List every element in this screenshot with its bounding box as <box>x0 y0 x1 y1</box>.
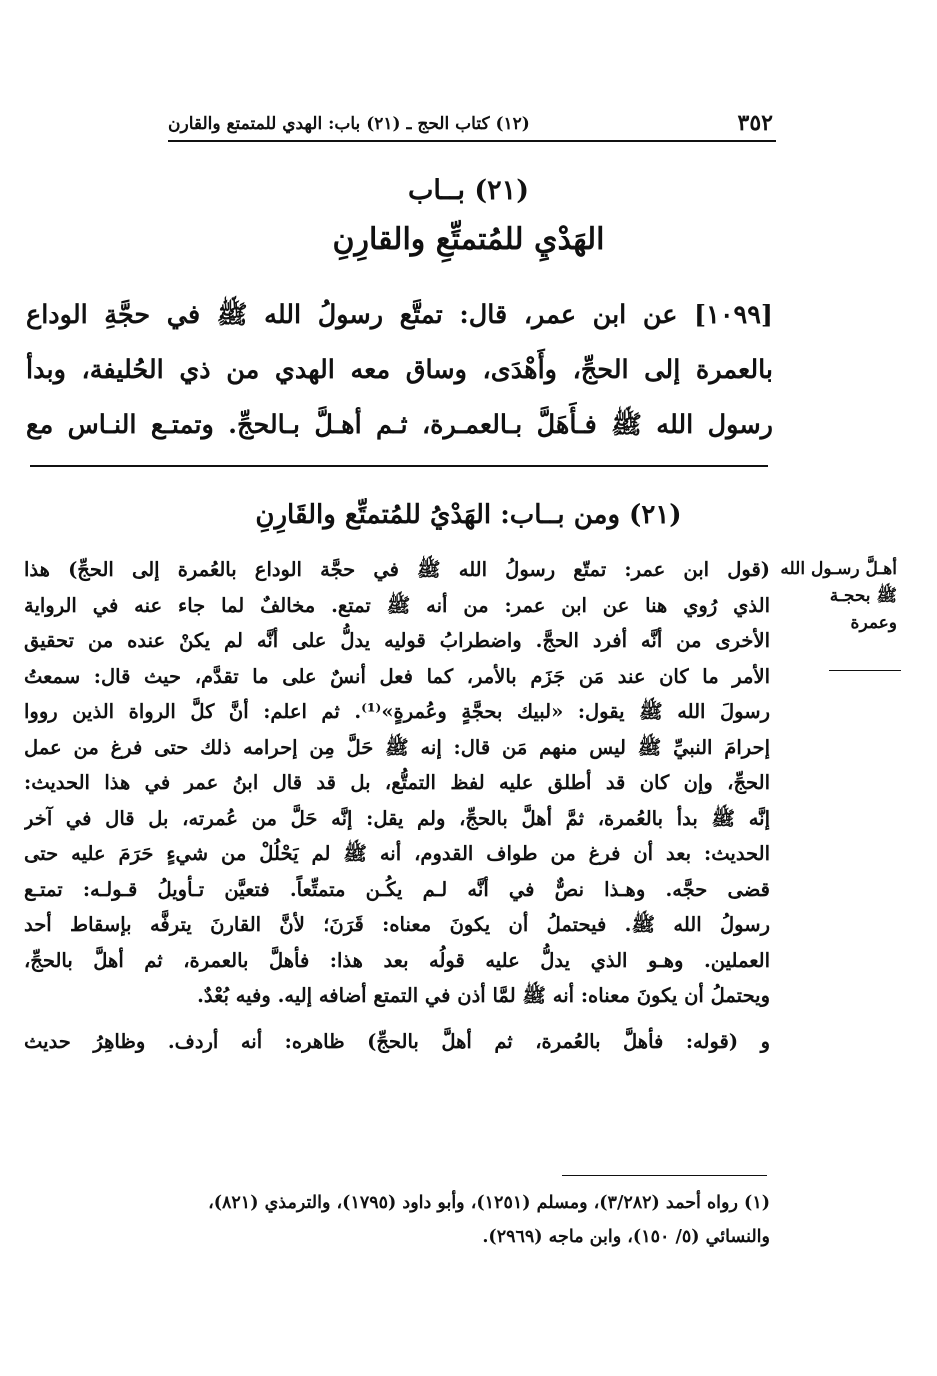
hadith-text <box>26 288 773 453</box>
margin-rule <box>829 670 901 671</box>
footnote-rule <box>562 1175 767 1176</box>
commentary-line: (قول ابن عمر: تمتّع رسولُ الله ﷺ في حجَّة الوداع بالعُمرة إلى الحجِّ) هذا <box>24 558 770 581</box>
commentary-text <box>24 552 770 1059</box>
margin-note-line: ﷺ بحجـة <box>829 586 897 606</box>
commentary-line: إحرامَ النبيِّ ﷺ ليس منهم مَن قال: إنه ﷺ حَلَّ مِن إحرامه ذلك حتى فرغ من عمل <box>24 735 770 759</box>
footnote-line: والنسائي (٥/ ١٥٠)، وابن ماجه (٢٩٦٩). <box>482 1227 770 1247</box>
commentary-line: رسولُ الله ﷺ. فيحتملُ أن يكونَ معناه: قَرَنَ؛ لأنَّ القارنَ يترفَّه بإسقاط أحد <box>24 913 770 936</box>
footnote-line: (١) رواه أحمد (٣/٢٨٢)، ومسلم (١٢٥١)، وأبو داود (١٧٩٥)، والترمذي (٨٢١)، <box>208 1193 770 1213</box>
hadith-line: رسول الله ﷺ فـأَهَلَّ بـالعمـرة، ثـم أهـلَّ بـالحجِّ. وتمتـع النـاس مع <box>26 410 773 440</box>
commentary-line: العملين. وهـو الذي يدلُّ عليه قولُه بعد هذا: فأهلَّ بالعمرة، ثم أهلَّ بالحجِّ، <box>24 948 770 972</box>
commentary-line: الحجِّ، وإن كان قد أطلق عليه لفظ التمتُّع، بل قد قال ابنُ عمر في هذا الحديث: <box>24 771 770 794</box>
commentary-line: رسولَ الله ﷺ يقول: «لبيك بحجَّةٍ وعُمرةٍ»⁽¹⁾. ثم اعلم: أنَّ كلَّ الرواة الذين رووا <box>24 700 770 723</box>
section-divider <box>30 465 768 467</box>
commentary-line: ويحتملُ أن يكونَ معناه: أنه ﷺ لمَّا أذن في التمتع أضافه إليه. وفيه بُعْدٌ. <box>197 984 770 1007</box>
margin-note-line: وعمرة <box>850 613 897 633</box>
header-rule <box>168 140 776 142</box>
margin-note-line: أهـلَّ رسـول الله <box>780 559 897 579</box>
chapter-label: (٢١) بــاب <box>408 175 529 206</box>
footnotes <box>22 1186 770 1254</box>
margin-note <box>777 556 897 637</box>
commentary-line: الأمر ما كان عند مَن جَزَم بالأمر، كما فعل أنسٌ على ما تقدَّم، حيث قال: سمعتُ <box>24 664 770 688</box>
running-header <box>168 110 773 140</box>
hadith-line: بالعمرة إلى الحجِّ، وأَهْدَى، وساق معه الهدي من ذي الحُليفة، وبدأ <box>26 355 773 385</box>
commentary-line: الذي رُوي هنا عن ابن عمر: من أنه ﷺ تمتع. مخالفٌ لما جاء عنه في الرواية <box>24 593 770 617</box>
running-title: (١٢) كتاب الحج ـ (٢١) باب: الهدي للمتمتع والقارن <box>168 114 530 134</box>
commentary-line: قضى حجَّه. وهـذا نصٌّ في أنَّه لـم يكُـن متمتِّعاً. فتعيَّن تـأويلُ قـولـه: تمتـع <box>24 877 770 901</box>
commentary-line: الحديث: بعد أن فرغ من طواف القدوم، أنه ﷺ لم يَحْلُلْ من شيءٍ حَرَمَ عليه حتى <box>24 842 770 865</box>
commentary-line: و (قوله: فأهلَّ بالعُمرة، ثم أهلَّ بالحجِّ) ظاهره: أنه أردف. وظاهِرُ حديث <box>24 1029 770 1053</box>
commentary-line: الأخرى من أنَّه أفرد الحجَّ. واضطرابُ قوليه يدلُّ على أنَّه لم يكنْ عنده من تحقيق <box>24 629 770 652</box>
hadith-line: [١٠٩٩] عن ابن عمر، قال: تمتَّع رسولُ الله ﷺ في حجَّةِ الوداع <box>26 300 773 330</box>
page-number: ٣٥٢ <box>737 110 773 136</box>
commentary-line: إنَّه ﷺ بدأ بالعُمرة، ثمَّ أهلَّ بالحجِّ، ولم يقل: إنَّه حَلَّ من عُمرته، بل قال في آخر <box>24 806 770 830</box>
commentary-title: (٢١) ومن بــاب: الهَدْيُ للمُتمتِّع والقَارِنِ <box>255 500 682 530</box>
chapter-name: الهَدْيِ للمُتمتِّعِ والقارِنِ <box>332 222 605 257</box>
